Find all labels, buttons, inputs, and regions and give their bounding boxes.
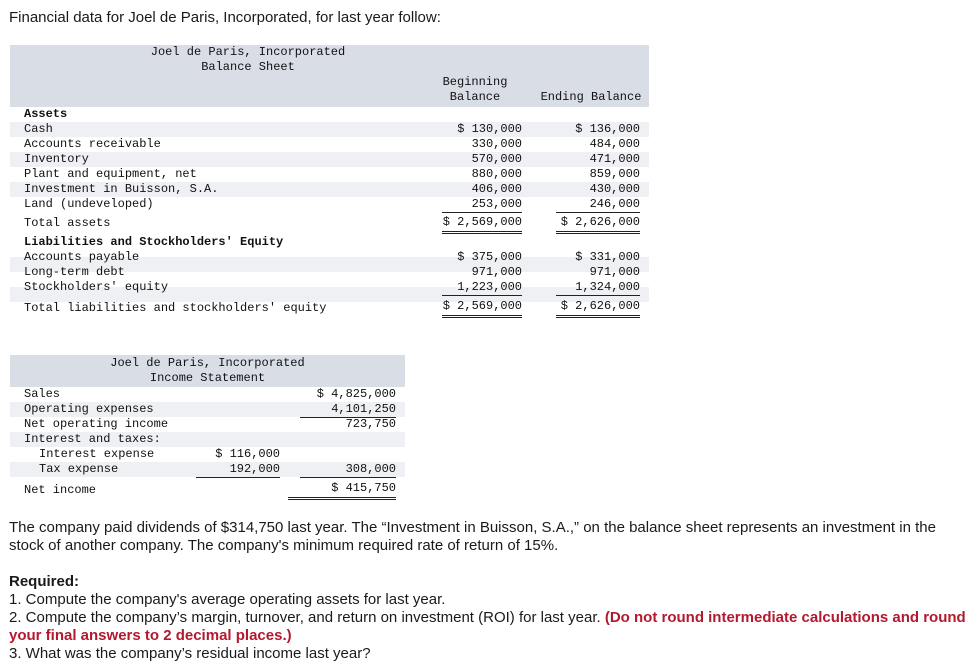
bs-company: Joel de Paris, Incorporated: [150, 45, 346, 59]
interest-label: Interest expense: [39, 447, 155, 461]
asset-label: Inventory: [24, 152, 89, 166]
sales-label: Sales: [24, 387, 61, 401]
is-title: Income Statement: [149, 371, 266, 385]
liability-label: Long-term debt: [24, 265, 125, 279]
total-assets-end: $ 2,626,000: [556, 214, 640, 234]
asset-end: 471,000: [589, 152, 640, 166]
total-liabilities-label: Total liabilities and stockholders' equity: [24, 301, 327, 315]
question-1: 1. Compute the company's average operating assets for last year.: [9, 591, 446, 608]
liability-end: 971,000: [589, 265, 640, 279]
question-2: [9, 609, 969, 645]
asset-end: 246,000: [556, 197, 640, 213]
asset-label: Cash: [24, 122, 53, 136]
asset-end: 430,000: [589, 182, 640, 196]
liability-label: Accounts payable: [24, 250, 140, 264]
noi-label: Net operating income: [24, 417, 169, 431]
liability-begin: $ 375,000: [457, 250, 522, 264]
question-3: 3. What was the company’s residual income last year?: [9, 645, 371, 662]
liability-end: $ 331,000: [575, 250, 640, 264]
opex-label: Operating expenses: [24, 402, 154, 416]
asset-begin: 406,000: [471, 182, 522, 196]
total-liabilities-end: $ 2,626,000: [556, 298, 640, 318]
interest-taxes-total: 308,000: [300, 462, 396, 478]
total-liabilities-begin: $ 2,569,000: [442, 298, 522, 318]
intro-text: Financial data for Joel de Paris, Incorporated, for last year follow:: [9, 9, 441, 26]
bs-title: Balance Sheet: [201, 60, 295, 74]
description-paragraph: The company paid dividends of $314,750 last year. The “Investment in Buisson, S.A.,” on the balance sheet represents an investment in the stock of another company. The company's minimum required rate of return of 15%.: [9, 519, 936, 554]
noi-value: 723,750: [345, 417, 396, 431]
total-assets-begin: $ 2,569,000: [442, 214, 522, 234]
liabilities-heading: Liabilities and Stockholders' Equity: [24, 235, 284, 249]
total-assets-label: Total assets: [24, 216, 111, 230]
assets-heading: Assets: [24, 107, 68, 121]
asset-begin: 330,000: [471, 137, 522, 151]
is-company: Joel de Paris, Incorporated: [110, 356, 305, 370]
asset-end: 859,000: [589, 167, 640, 181]
net-income-value: $ 415,750: [288, 480, 396, 500]
balance-sheet-header: [10, 45, 649, 107]
liability-begin: 971,000: [471, 265, 522, 279]
required-heading: Required:: [9, 573, 80, 590]
income-statement-body: [10, 387, 405, 505]
asset-begin: $ 130,000: [457, 122, 522, 136]
required-section: [9, 573, 969, 663]
income-statement-header: [10, 355, 405, 387]
interest-value: $ 116,000: [215, 447, 280, 461]
net-income-label: Net income: [24, 483, 97, 497]
sales-value: $ 4,825,000: [316, 387, 396, 401]
liability-label: Stockholders' equity: [24, 280, 169, 294]
asset-label: Plant and equipment, net: [24, 167, 197, 181]
col-beginning-line2: Balance: [449, 90, 501, 104]
question-2-note: (Do not round intermediate calculations and round your final answers to 2 decimal places.): [9, 609, 966, 644]
col-beginning-line1: Beginning: [442, 75, 508, 89]
asset-begin: 880,000: [471, 167, 522, 181]
interest-taxes-heading: Interest and taxes:: [24, 432, 161, 446]
asset-label: Accounts receivable: [24, 137, 161, 151]
question-2-text: 2. Compute the company’s margin, turnover, and return on investment (ROI) for last year.: [9, 609, 601, 626]
asset-label: Investment in Buisson, S.A.: [24, 182, 219, 196]
asset-label: Land (undeveloped): [24, 197, 154, 211]
asset-begin: 570,000: [471, 152, 522, 166]
opex-value: 4,101,250: [300, 402, 396, 418]
asset-begin: 253,000: [442, 197, 522, 213]
tax-value: 192,000: [196, 462, 280, 478]
liability-begin: 1,223,000: [442, 280, 522, 296]
asset-end: $ 136,000: [575, 122, 640, 136]
liability-end: 1,324,000: [556, 280, 640, 296]
balance-sheet-body: [10, 107, 649, 322]
col-ending: Ending Balance: [540, 90, 642, 104]
tax-label: Tax expense: [39, 462, 119, 476]
asset-end: 484,000: [589, 137, 640, 151]
